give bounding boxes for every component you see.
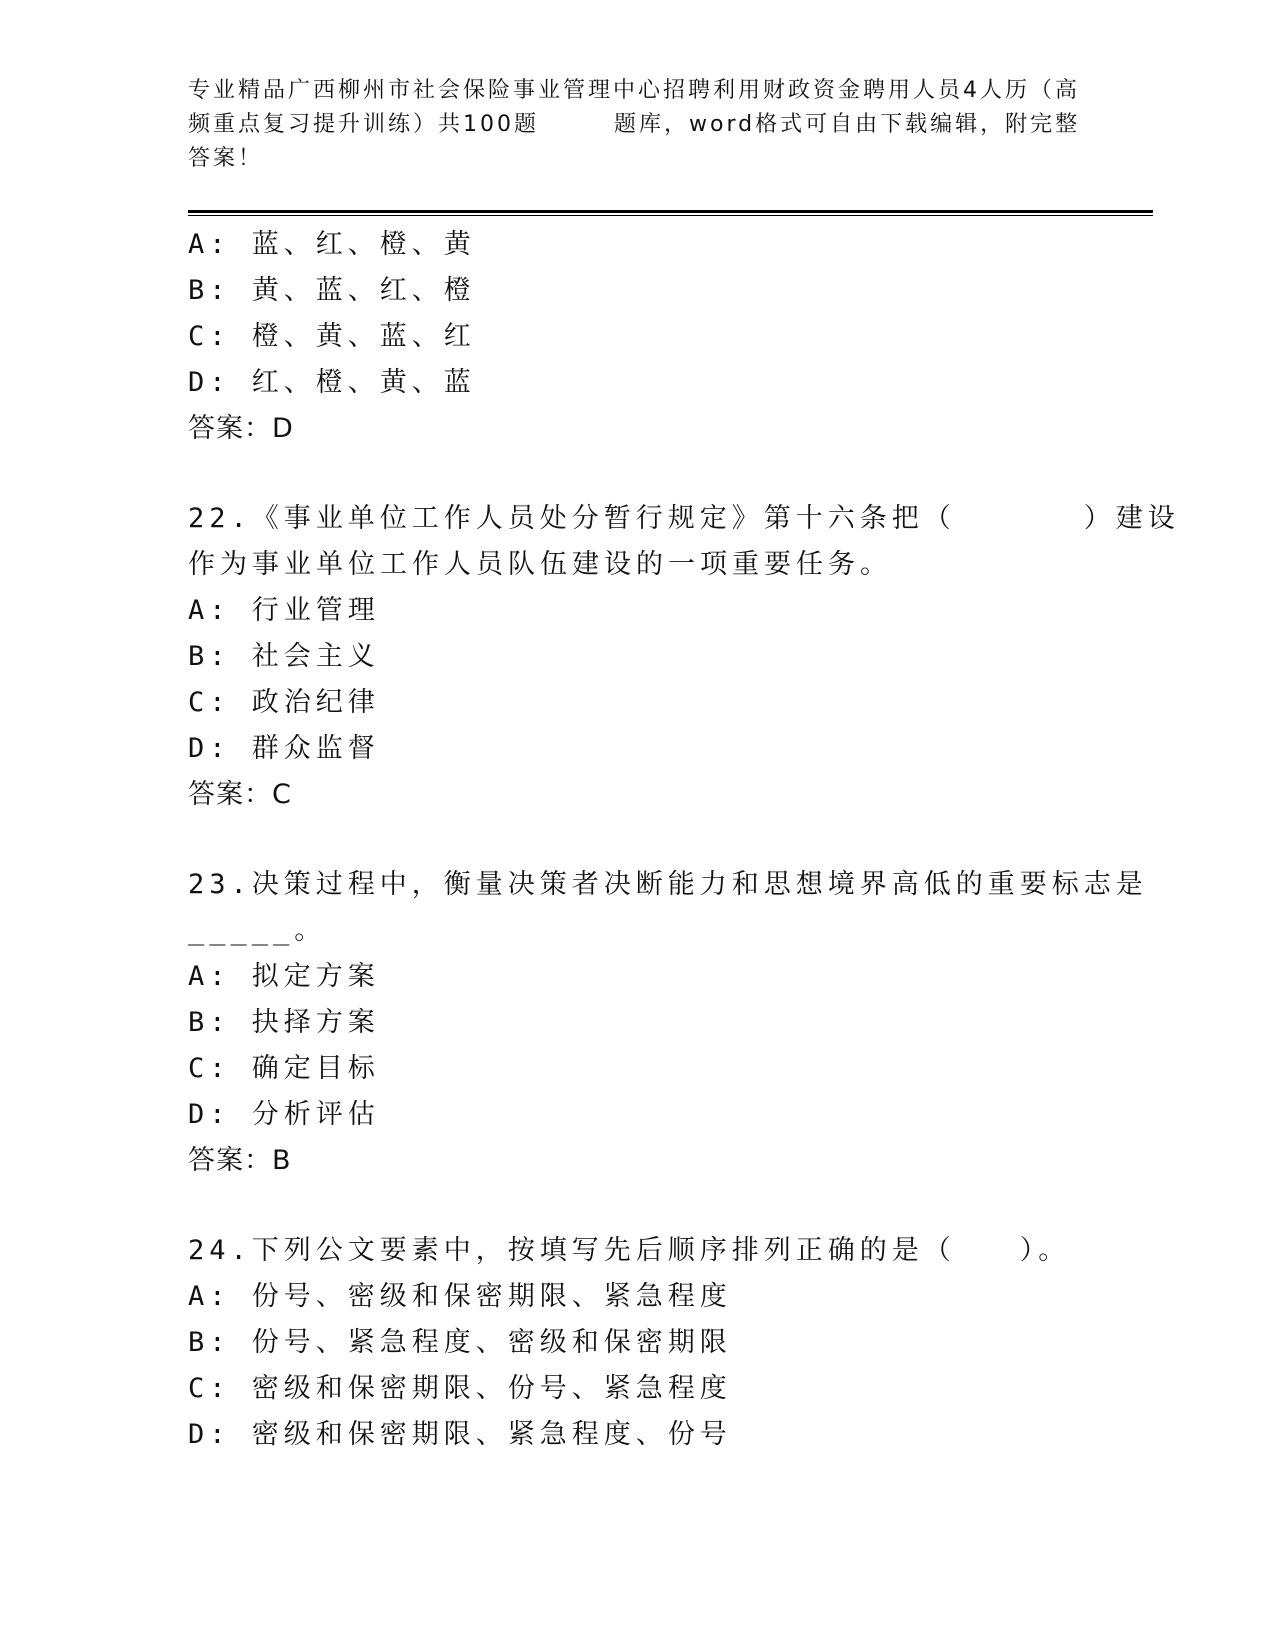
question-stem-line-2: _____。	[188, 915, 327, 946]
question-24	[188, 1228, 1088, 1458]
answer: 答案：C	[188, 779, 292, 810]
option-c: C: 确定目标	[188, 1053, 380, 1084]
option-c: C: 橙、黄、蓝、红	[188, 321, 476, 352]
question-stem-line-1: 24.下列公文要素中，按填写先后顺序排列正确的是（ ）。	[188, 1235, 1071, 1266]
question-stem-line-2: 作为事业单位工作人员队伍建设的一项重要任务。	[188, 549, 892, 580]
answer: 答案：B	[188, 1145, 292, 1176]
header-divider-thin	[188, 215, 1153, 216]
option-b: B: 社会主义	[188, 641, 380, 672]
option-b: B: 抉择方案	[188, 1007, 380, 1038]
header-line-3: 答案！	[188, 146, 264, 171]
option-c: C: 政治纪律	[188, 687, 380, 718]
option-b: B: 黄、蓝、红、橙	[188, 275, 476, 306]
question-stem-line-1: 22.《事业单位工作人员处分暂行规定》第十六条把（ ）建设	[188, 503, 1180, 534]
header-line-1: 专业精品广西柳州市社会保险事业管理中心招聘利用财政资金聘用人员4人历（高	[188, 78, 1080, 103]
option-a: A: 行业管理	[188, 595, 380, 626]
option-d: D: 群众监督	[188, 733, 380, 764]
spacer	[188, 1184, 1088, 1228]
option-d: D: 红、橙、黄、蓝	[188, 367, 476, 398]
option-a: A: 拟定方案	[188, 961, 380, 992]
question-23	[188, 862, 1148, 1184]
spacer	[188, 452, 1088, 496]
option-d: D: 分析评估	[188, 1099, 380, 1130]
question-22	[188, 496, 1180, 818]
option-a: A: 份号、密级和保密期限、紧急程度	[188, 1281, 732, 1312]
answer: 答案：D	[188, 413, 294, 444]
question-21	[188, 222, 1088, 452]
option-d: D: 密级和保密期限、紧急程度、份号	[188, 1419, 732, 1450]
header-line-2: 频重点复习提升训练）共100题 题库，word格式可自由下载编辑，附完整	[188, 112, 1081, 137]
document-header	[188, 74, 1088, 176]
option-a: A: 蓝、红、橙、黄	[188, 229, 476, 260]
option-b: B: 份号、紧急程度、密级和保密期限	[188, 1327, 732, 1358]
option-c: C: 密级和保密期限、份号、紧急程度	[188, 1373, 732, 1404]
header-divider-thick	[188, 210, 1153, 213]
question-list	[188, 222, 1180, 1458]
spacer	[188, 818, 1088, 862]
question-stem-line-1: 23.决策过程中，衡量决策者决断能力和思想境界高低的重要标志是	[188, 869, 1148, 900]
